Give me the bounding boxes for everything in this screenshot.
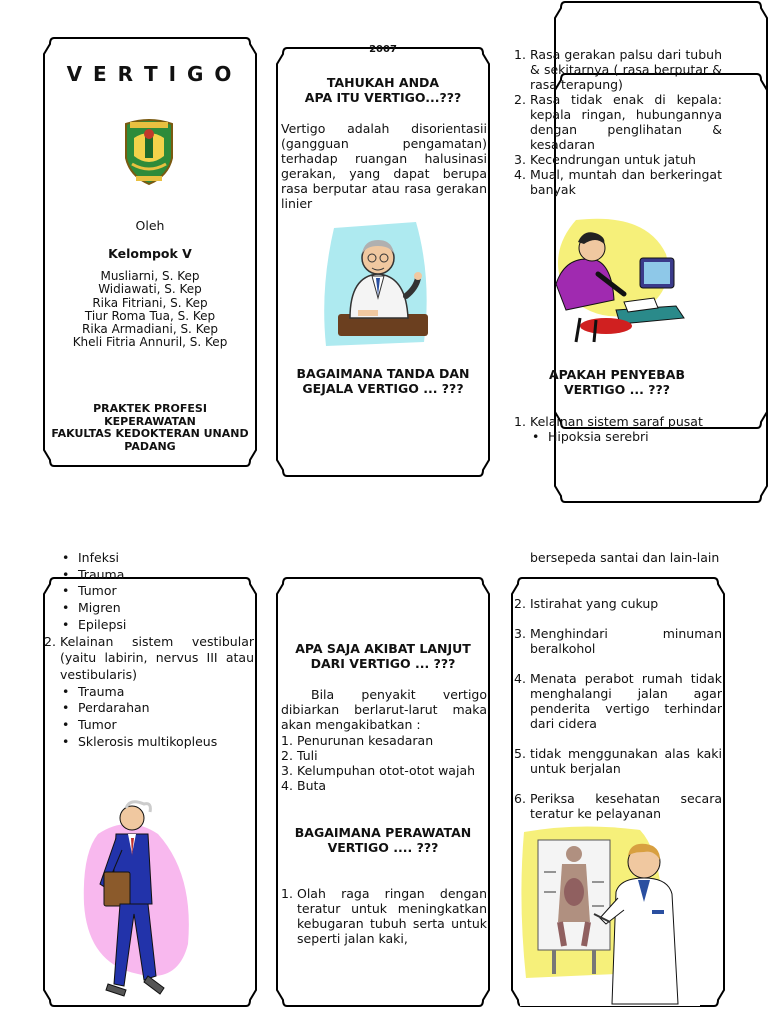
member-name: Kheli Fitria Annuril, S. Kep — [72, 335, 228, 350]
bullet-item: • Sklerosis multikopleus — [62, 733, 218, 749]
causes-list — [514, 414, 722, 444]
list-item: 3. Kecendrungan untuk jatuh — [514, 152, 696, 167]
what-is-vertigo-heading — [283, 75, 483, 105]
list-item: 4. Mual, muntah dan berkeringat banyak — [514, 167, 722, 197]
doctor-anatomy-chart-illustration — [520, 822, 700, 1006]
heading-line: TAHUKAH ANDA — [326, 75, 440, 90]
bullet-item: • Perdarahan — [62, 700, 150, 716]
cover-by: Oleh — [135, 218, 165, 233]
cover-footer-line: KEPERAWATAN — [104, 414, 196, 428]
dizzy-worker-illustration — [536, 214, 688, 346]
cover-footer-line: PADANG — [124, 439, 176, 453]
bullet-item: • Tumor — [62, 717, 117, 733]
member-name: Rika Fitriani, S. Kep — [92, 295, 208, 310]
care-list-continued — [514, 596, 722, 821]
bullet-item: • Trauma — [62, 566, 125, 582]
list-item: 5. tidak menggunakan alas kaki untuk berjalan — [514, 746, 722, 776]
complications-list — [281, 733, 487, 793]
list-item: 1. Penurunan kesadaran — [281, 733, 434, 748]
bullet-item: • Infeksi — [62, 550, 119, 565]
cover-footer — [46, 403, 254, 453]
bullet-item: • Tumor — [62, 583, 117, 599]
heading-line: DARI VERTIGO ... ??? — [310, 656, 456, 671]
heading-line: VERTIGO .... ??? — [327, 840, 439, 855]
heading-line: VERTIGO ... ??? — [563, 382, 671, 397]
complications-heading — [283, 641, 483, 671]
heading-line: BAGAIMANA PERAWATAN — [294, 825, 472, 840]
vertigo-definition: Vertigo adalah disorientasii (gangguan pengamatan) terhadap ruangan halusinasi gerakan, yang dapat berupa rasa berputar atau rasa gerakan linier — [281, 121, 487, 211]
heading-line: APAKAH PENYEBAB — [548, 367, 686, 382]
cover-footer-line: FAKULTAS KEDOKTERAN UNAND — [51, 427, 249, 440]
list-item: 4. Buta — [281, 778, 327, 793]
list-item: 6. Periksa kesehatan secara teratur ke pelayanan — [514, 791, 722, 821]
heading-line: BAGAIMANA TANDA DAN — [296, 366, 470, 381]
signs-heading — [283, 366, 483, 396]
care-continued-line: bersepeda santai dan lain-lain — [530, 550, 720, 565]
cover-members — [50, 270, 250, 350]
signs-list — [514, 47, 722, 197]
cover-group: Kelompok V — [108, 246, 192, 261]
list-item: 2. Kelainan sistem vestibular (yaitu labirin, nervus III atau vestibularis) — [44, 633, 254, 682]
bullet-item: • Hipoksia serebri — [532, 429, 649, 444]
member-name: Widiawati, S. Kep — [98, 282, 202, 297]
complications-intro: Bila penyakit vertigo dibiarkan berlarut-larut maka akan mengakibatkan : — [281, 687, 487, 732]
list-item: 2. Istirahat yang cukup — [514, 596, 659, 611]
list-item: 3. Kelumpuhan otot-otot wajah — [281, 763, 476, 778]
crest-emblem-icon — [122, 116, 176, 188]
causes-heading — [517, 367, 717, 397]
cover-title: V E R T I G O — [66, 62, 234, 86]
list-item: 3. Menghindari minuman beralkohol — [514, 626, 722, 656]
heading-line: APA ITU VERTIGO...??? — [304, 90, 462, 105]
list-item: 2. Rasa tidak enak di kepala: kepala ringan, hubungannya dengan penglihatan & kesadaran — [514, 92, 722, 152]
walking-man-illustration — [78, 794, 196, 1002]
bullet-item: • Trauma — [62, 683, 125, 699]
list-item: 4. Menata perabot rumah tidak menghalangi jalan agar penderita vertigo terhindar dari cidera — [514, 671, 722, 731]
member-name: Musliarni, S. Kep — [100, 269, 200, 283]
heading-line: GEJALA VERTIGO ... ??? — [302, 381, 464, 396]
list-item: 1. Kelainan sistem saraf pusat — [514, 414, 703, 429]
causes-continued — [44, 550, 254, 750]
doctor-illustration — [320, 218, 438, 350]
heading-line: APA SAJA AKIBAT LANJUT — [295, 641, 471, 656]
list-item: 1. Olah raga ringan dengan teratur untuk meningkatkan kebugaran tubuh serta untuk seperti jalan kaki, — [281, 886, 487, 946]
bullet-item: • Migren — [62, 600, 121, 616]
year-label: 2007 — [369, 44, 397, 55]
list-item: 1. Rasa gerakan palsu dari tubuh & sekitarnya ( rasa berputar & rasa terapung) — [514, 47, 722, 92]
list-item: 2. Tuli — [281, 748, 318, 763]
bullet-item: • Epilepsi — [62, 616, 127, 632]
member-name: Rika Armadiani, S. Kep — [82, 322, 218, 337]
member-name: Tiur Roma Tua, S. Kep — [84, 308, 216, 323]
care-list-start — [281, 886, 487, 946]
cover-footer-line: PRAKTEK PROFESI — [93, 402, 207, 415]
care-heading — [283, 825, 483, 855]
